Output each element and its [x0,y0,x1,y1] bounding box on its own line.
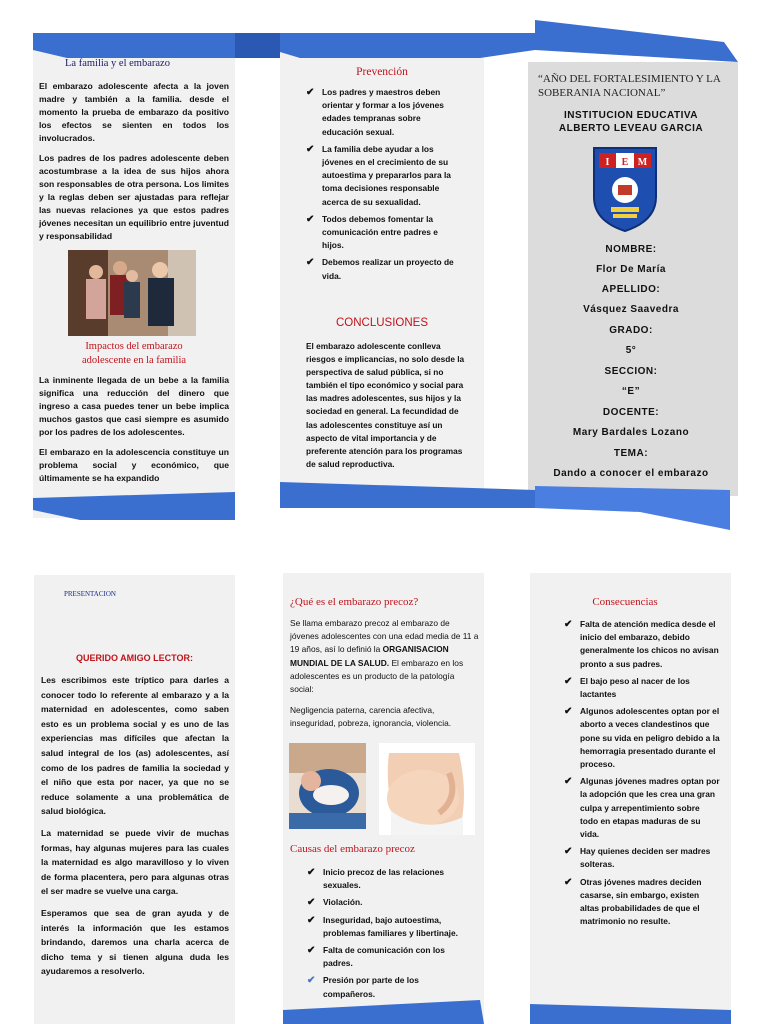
field-value: Dando a conocer el embarazo [553,468,709,479]
family-figures-icon [68,250,196,336]
field-value: Mary Bardales Lozano [572,427,690,438]
field-label: NOMBRE: [605,244,657,255]
field-label: APELLIDO: [601,284,661,295]
field-value: Vásquez Saavedra [583,304,679,315]
what-is-text-a: Se llama embarazo precoz al embarazo de jóvenes adolescentes con una edad media de 11 a 19 años, así lo definió la [290,618,479,655]
panel-family-subtitle: Impactos del embarazo adolescente en la familia [81,341,187,366]
checkmark-icon: ✔ [564,846,573,858]
list-item: ✔ Algunas jóvenes madres optan por la adopción que les crea una gran culpa y arrepentimiento sobre todo en etapas maduras de su vida. [564,776,720,840]
svg-text:E: E [621,157,629,168]
field-label: GRADO: [609,325,653,336]
list-item: ✔ Otras jóvenes madres deciden casarse, sin embargo, existen altas probabilidades de que el matrimonio no resulte. [564,876,702,927]
field-value: 5° [625,345,637,356]
list-item: ✔ Todos debemos fomentar la comunicación entre padres e hijos. [306,213,438,251]
list-item: ✔ Algunos adolescentes optan por el aborto a veces clandestinos que pone su vida en peligro debido a la hemorragia presentado durante el proceso. [564,706,720,770]
checkmark-icon: ✔ [307,945,316,957]
checkmark-icon: ✔ [564,706,573,718]
school-crest-icon [591,145,659,233]
panel-family-title: La familia y el embarazo [65,58,170,69]
checkmark-icon: ✔ [564,876,573,888]
family-paragraph: El embarazo adolescente afecta a la joven madre y también a la familia. desde el momento la prueba de embarazo da positivo los efectos se sienten en todos los involucrados. [39,81,229,143]
causes-list [303,866,465,1005]
checkmark-icon: ✔ [307,867,316,878]
list-item: ✔ Falta de atención medica desde el inicio del embarazo, debido generalmente los chicos no avisan pronto a sus padres. [564,619,719,669]
who-name: ORGANISACION MUNDIAL DE LA SALUD. [290,644,449,668]
prevention-title: Prevención [356,66,408,78]
consequences-title: Consecuencias [592,596,658,608]
list-item: ✔ Debemos realizar un proyecto de vida. [306,257,454,281]
panel-presentation [34,575,235,1024]
field-value: Flor De María [596,264,666,275]
conclusions-title: CONCLUSIONES [335,317,429,329]
family-paragraph: La inminente llegada de un bebe a la familia significa una reducción del dinero que ingreso a casa puedes tener un bebe implica muchos gastos que casi siempre es asumido por los padres de los adolescentes. [39,375,229,437]
presentation-paragraph: Esperamos que sea de gran ayuda y de interés la información que les estamos brindando, daremos una charla acerca de dicho tema y si tienen alguna duda les ayudaremos a resolverlo. [41,907,229,977]
svg-text:M: M [637,157,648,168]
list-item: ✔ El bajo peso al nacer de los lactantes [564,675,690,700]
presentation-greeting: QUERIDO AMIGO LECTOR: [76,653,193,663]
list-item: ✔ Los padres y maestros deben orientar y formar a los jóvenes edades tempranas sobre educación sexual. [306,87,444,137]
list-item: ✔ La familia debe ayudar a los jóvenes en el crecimiento de su autoestima y prepararlos para la toma decisiones responsable acerca de su sexualidad. [306,143,451,207]
checkmark-icon: ✔ [307,914,316,926]
panel-family-header [33,50,235,76]
what-is-text [290,617,480,696]
list-item: ✔ Inseguridad, bajo autoestima, problemas familiares y libertinaje. [307,914,458,938]
checkmark-icon: ✔ [564,776,573,788]
panel-family [33,50,235,518]
list-item: ✔ Falta de comunicación con los padres. [307,945,445,969]
presentation-title: PRESENTACION [64,590,116,598]
school-name-line2: ALBERTO LEVEAU GARCIA [558,123,704,134]
checkmark-icon: ✔ [307,975,316,987]
checkmark-icon: ✔ [306,87,315,98]
what-is-text-b: El embarazo en los adolescentes es un producto de la patología social: [290,657,464,695]
year-quote: “AÑO DEL FORTALESIMIENTO Y LA SOBERANIA NACIONAL” [538,73,721,99]
presentation-paragraph: Les escribimos este tríptico para darles a conocer todo lo referente al embarazo y a la maternidad en adolescentes, como saben esto es un problema social y es uno de las experiencias mas difíciles que afectan la salud integral de los (as) adolescentes, así como de los padres de familia la sociedad y el niño que esta por nacer, ya que no se reduce solamente a una problemática de salud biológica. [41,675,229,817]
causes-title: Causas del embarazo precoz [290,843,415,855]
newborn-photo [289,743,366,829]
checkmark-icon: ✔ [564,619,573,630]
field-value: “E” [621,386,641,397]
checkmark-icon: ✔ [564,675,573,687]
panel-prevention [280,50,484,508]
list-item: ✔ Hay quienes deciden ser madres solteras. [564,846,711,870]
prevention-list [302,86,458,287]
what-is-factors: Negligencia paterna, carencia afectiva, inseguridad, pobreza, ignorancia, violencia. [290,705,452,729]
list-item: ✔ Presión por parte de los compañeros. [307,975,419,999]
school-name-line1: INSTITUCION EDUCATIVA [563,110,698,121]
field-label: SECCION: [604,366,658,377]
family-photo [68,250,196,336]
list-item: ✔ Violación. [307,897,363,909]
panel-consequences [530,573,731,1024]
family-paragraph: El embarazo en la adolescencia constituye un problema social y económico, que últimamente se ha expandido [39,447,229,483]
panel-what-is [283,573,484,1024]
list-item: ✔ Inicio precoz de las relaciones sexuales. [307,867,445,891]
consequences-list [560,618,720,932]
pregnant-belly-photo [379,743,475,835]
cover-panel [528,62,738,496]
checkmark-icon: ✔ [306,213,315,225]
presentation-paragraph: La maternidad se puede vivir de muchas formas, hay algunas mujeres para las cuales la maternidad es algo maravilloso y lo viven de forma placentera, pero para algunas otras el ser madre se vuelve una carga. [41,827,229,897]
checkmark-icon: ✔ [307,897,316,909]
field-label: TEMA: [613,448,649,459]
field-label: DOCENTE: [602,407,660,418]
conclusions-text: El embarazo adolescente conlleva riesgos e implicancias, no solo desde la perspectiva de salud pública, si no también el tipo económico y social para las madres adolescentes, sus hijos y la sociedad en general. La fecundidad de las adolescentes constituye así un aspecto de vital importancia y de preferente atención para los programas de salud reproductiva. [306,341,465,469]
checkmark-icon: ✔ [306,143,315,155]
svg-text:I: I [605,157,610,168]
family-paragraph: Los padres de los padres adolescente deben acostumbrase a la idea de sus hijos ahora son responsables de otra persona. Los limites y la reglas deben ser ajustadas para reflejar las nuevas relaciones ya que estos padres jóvenes necesitan un equilibrio entre juventud y responsabilidad [39,153,229,241]
cover-fields [528,244,734,488]
what-is-title: ¿Qué es el embarazo precoz? [290,596,419,608]
checkmark-icon: ✔ [306,257,315,269]
